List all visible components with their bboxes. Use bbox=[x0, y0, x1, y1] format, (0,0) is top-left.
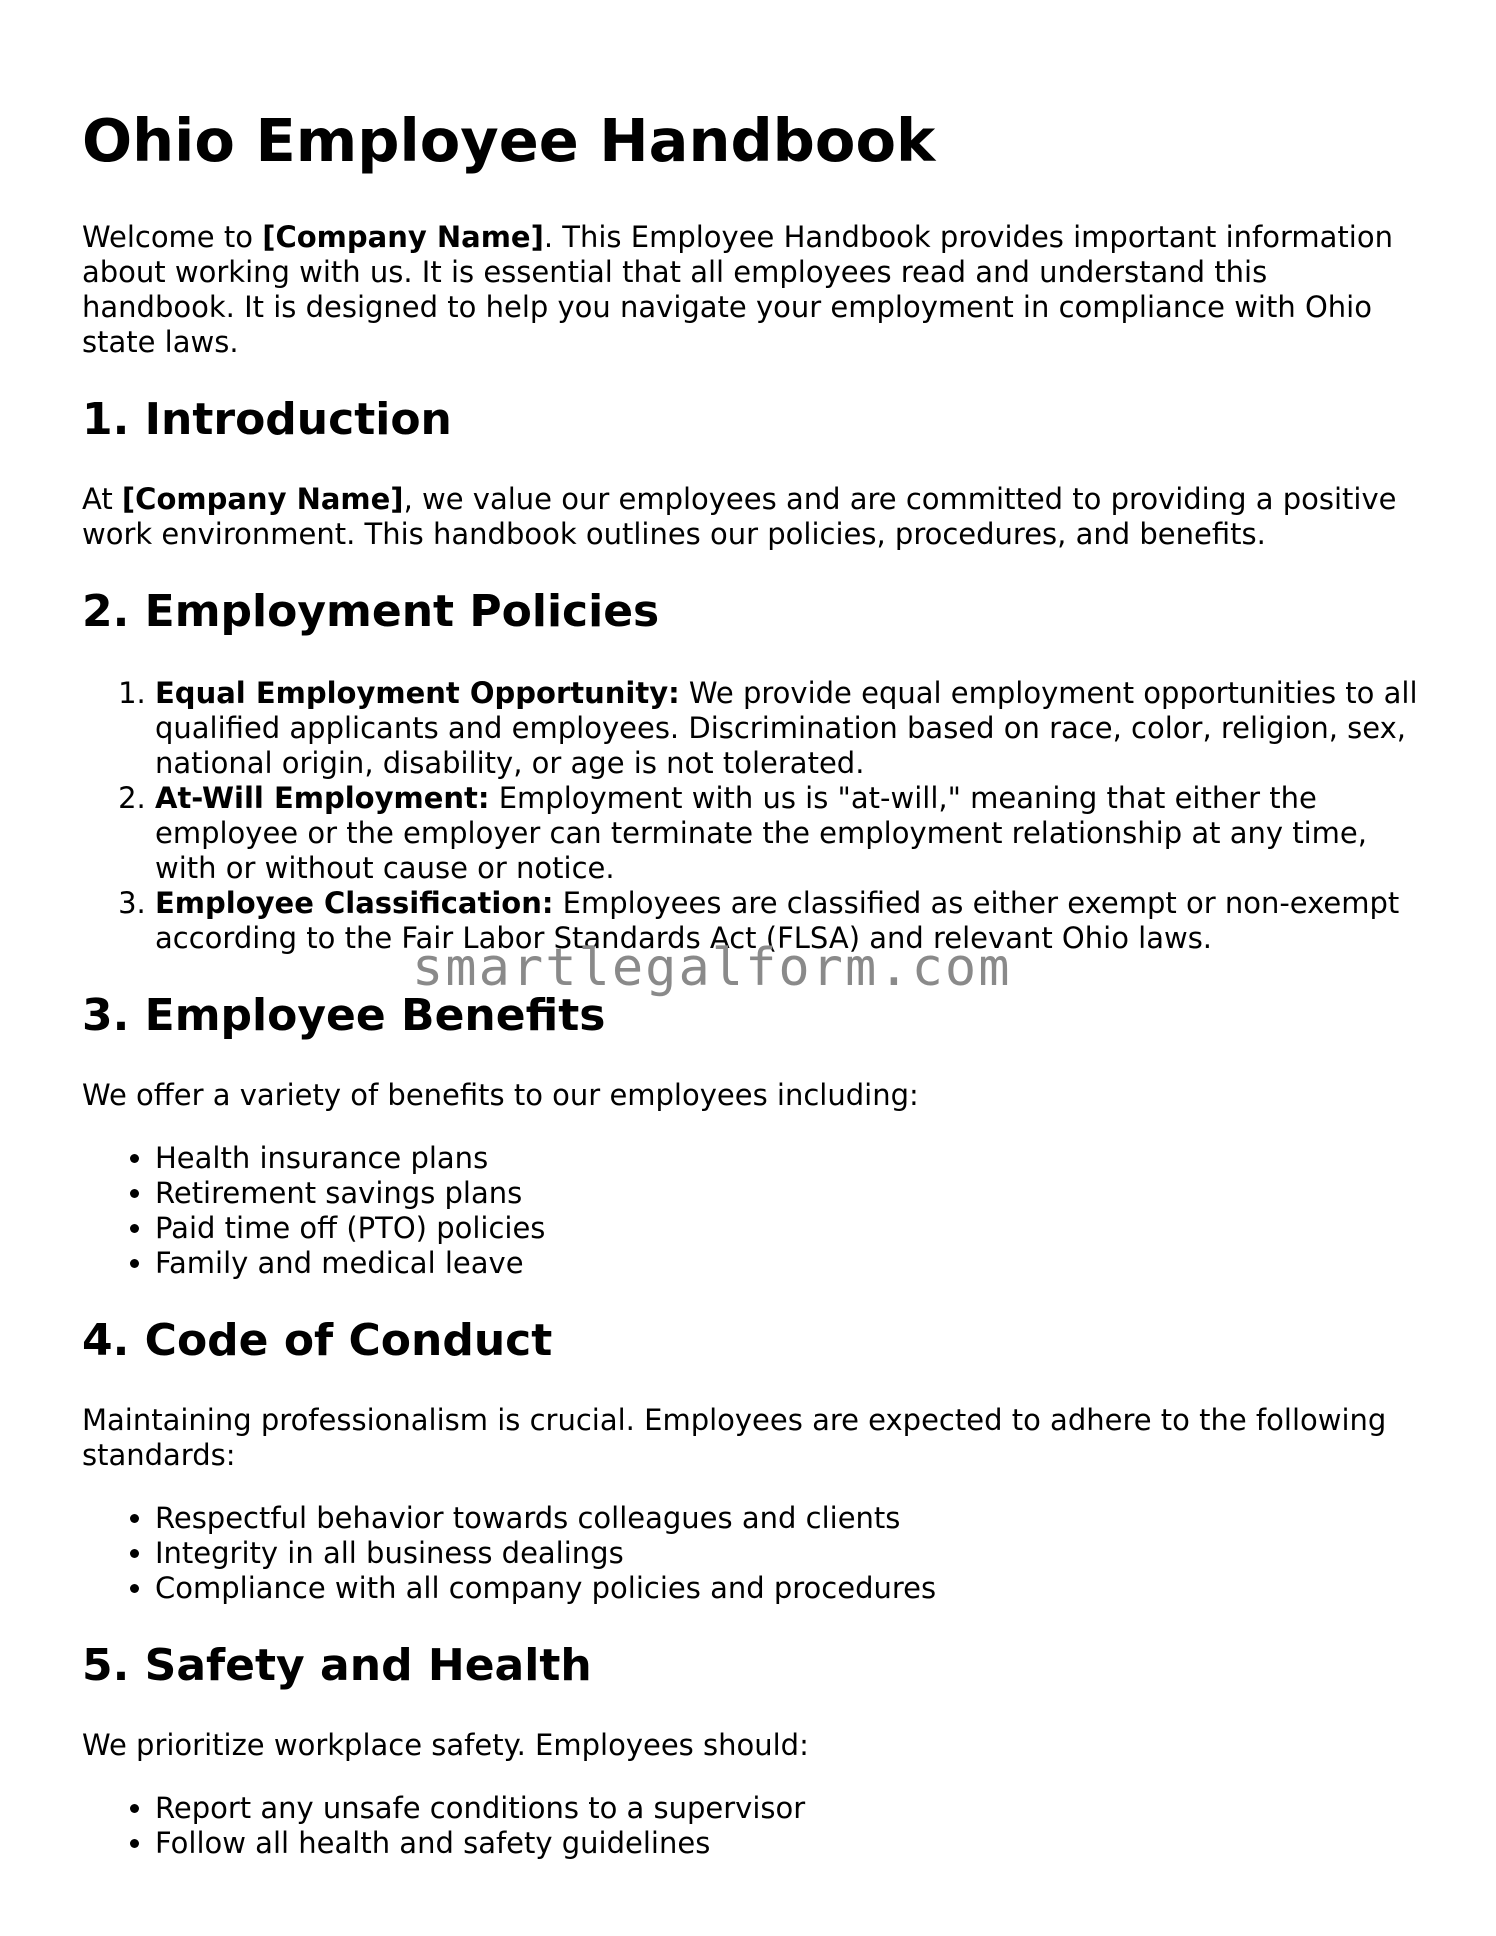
safety-list bbox=[82, 1791, 1422, 1861]
watermark: smartlegalform.com bbox=[412, 938, 1012, 998]
policy-item bbox=[155, 781, 1422, 886]
section-heading-safety-and-health: 5. Safety and Health bbox=[82, 1640, 592, 1691]
introduction-text: , we value our employees and are committed to providing a positive work environment. This handbook outlines our policies, procedures, and benefits. bbox=[82, 482, 1397, 551]
welcome-paragraph bbox=[82, 220, 1422, 360]
policy-item bbox=[155, 676, 1422, 781]
policy-term: Equal Employment Opportunity: bbox=[155, 676, 680, 710]
company-name-placeholder: [Company Name] bbox=[262, 220, 544, 254]
list-item: • Follow all health and safety guidelines bbox=[155, 1826, 1422, 1861]
welcome-prefix: Welcome to bbox=[82, 220, 263, 254]
policy-text: We provide equal employment opportunities to all qualified applicants and employees. Discrimination based on race, color, religion, sex, national origin, disability, or age is not tolerated. bbox=[155, 676, 1418, 780]
policy-term: At-Will Employment: bbox=[155, 781, 490, 815]
welcome-text: . This Employee Handbook provides important information about working with us. It is essential that all employees read and understand this handbook. It is designed to help you navigate your employment in compliance with Ohio state laws. bbox=[82, 220, 1393, 359]
list-item: • Health insurance plans bbox=[155, 1141, 1422, 1176]
safety-intro: We prioritize workplace safety. Employees should: bbox=[82, 1728, 809, 1762]
document-page bbox=[82, 0, 1422, 1861]
benefits-intro: We offer a variety of benefits to our employees including: bbox=[82, 1078, 919, 1112]
list-item: • Family and medical leave bbox=[155, 1246, 1422, 1281]
introduction-paragraph bbox=[82, 482, 1422, 552]
list-item: • Respectful behavior towards colleagues and clients bbox=[155, 1501, 1422, 1536]
list-item: • Report any unsafe conditions to a supervisor bbox=[155, 1791, 1422, 1826]
list-item: • Integrity in all business dealings bbox=[155, 1536, 1422, 1571]
conduct-intro: Maintaining professionalism is crucial. Employees are expected to adhere to the following standards: bbox=[82, 1403, 1387, 1472]
list-item: • Paid time off (PTO) policies bbox=[155, 1211, 1422, 1246]
benefits-list bbox=[82, 1141, 1422, 1281]
policy-text: Employment with us is "at-will," meaning that either the employee or the employer can terminate the employment relationship at any time, with or without cause or notice. bbox=[155, 781, 1367, 885]
section-heading-employee-benefits: 3. Employee Benefits bbox=[82, 990, 606, 1041]
introduction-prefix: At bbox=[82, 482, 122, 516]
list-item: • Retirement savings plans bbox=[155, 1176, 1422, 1211]
page-title: Ohio Employee Handbook bbox=[82, 106, 936, 175]
employment-policies-list bbox=[82, 676, 1422, 956]
section-heading-introduction: 1. Introduction bbox=[82, 394, 452, 445]
list-item: • Compliance with all company policies and procedures bbox=[155, 1571, 1422, 1606]
conduct-list bbox=[82, 1501, 1422, 1606]
section-heading-code-of-conduct: 4. Code of Conduct bbox=[82, 1315, 553, 1366]
section-heading-employment-policies: 2. Employment Policies bbox=[82, 586, 660, 637]
company-name-placeholder: [Company Name] bbox=[121, 482, 404, 516]
policy-term: Employee Classification: bbox=[155, 886, 554, 920]
policy-text: Employees are classified as either exempt or non-exempt according to the Fair Labor Standards Act (FLSA) and relevant Ohio laws. bbox=[155, 886, 1400, 955]
